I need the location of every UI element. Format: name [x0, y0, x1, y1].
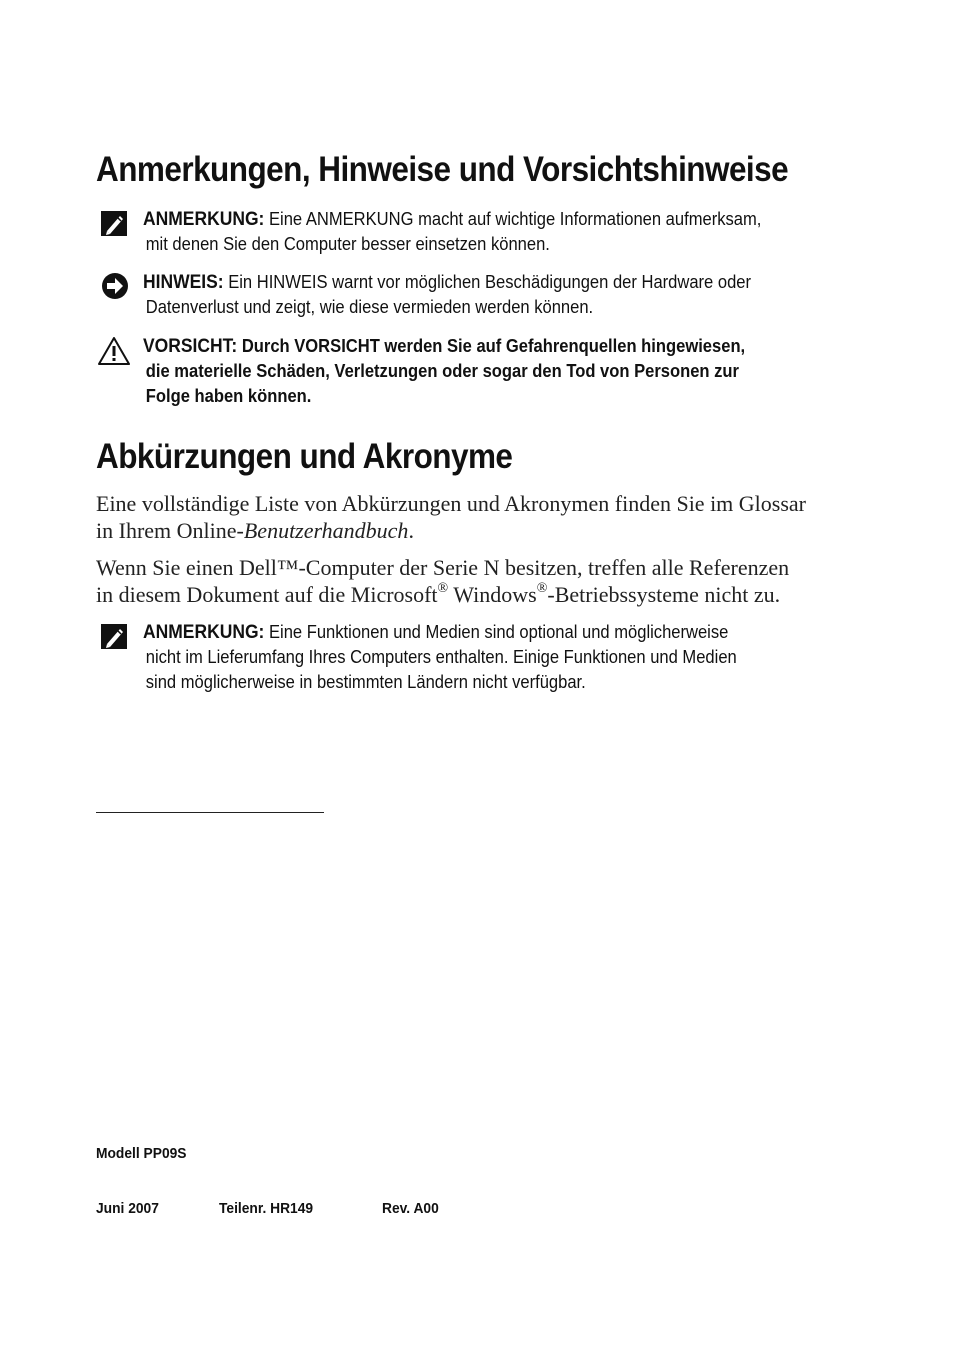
- footnote-divider: [96, 812, 324, 813]
- note-text: sind möglicherweise in bestimmten Ländern nicht verfügbar.: [145, 672, 586, 692]
- note-label: VORSICHT:: [143, 336, 238, 357]
- note-text: Eine ANMERKUNG macht auf wichtige Informationen aufmerksam,: [264, 209, 762, 229]
- pencil-note-icon: [98, 209, 130, 239]
- abbreviations-heading: Abkürzungen und Akronyme: [96, 437, 513, 476]
- arrow-circle-icon: [98, 272, 130, 302]
- glossary-paragraph: [96, 490, 856, 544]
- note-text: Datenverlust und zeigt, wie diese vermieden werden können.: [145, 297, 594, 317]
- note-text: Folge haben können.: [145, 386, 312, 406]
- note-hinweis: [96, 270, 836, 325]
- warning-triangle-icon: [98, 336, 130, 366]
- pencil-note-icon: [98, 622, 130, 652]
- manual-title: Benutzerhandbuch: [243, 518, 409, 543]
- paragraph-line: Eine vollständige Liste von Abkürzungen und Akronymen finden Sie im Glossar: [96, 491, 807, 516]
- note-text: mit denen Sie den Computer besser einsetzen können.: [145, 234, 550, 254]
- dell-n-series-paragraph: [96, 554, 856, 608]
- notes-heading: Anmerkungen, Hinweise und Vorsichtshinweise: [96, 150, 789, 189]
- paragraph-text: in Ihrem Online-: [96, 518, 244, 543]
- paragraph-text: .: [408, 518, 414, 543]
- note-anmerkung-features: [96, 620, 836, 700]
- note-label: HINWEIS:: [143, 272, 224, 293]
- paragraph-text: -Betriebssysteme nicht zu.: [547, 582, 781, 607]
- note-text: die materielle Schäden, Verletzungen oder sogar den Tod von Personen zur: [145, 361, 740, 381]
- model-number: Modell PP09S: [96, 1145, 187, 1162]
- note-text: Durch VORSICHT werden Sie auf Gefahrenquellen hingewiesen,: [237, 336, 746, 356]
- paragraph-line: [96, 517, 856, 544]
- note-text: nicht im Lieferumfang Ihres Computers enthalten. Einige Funktionen und Medien: [145, 647, 737, 667]
- note-text: Eine Funktionen und Medien sind optional und möglicherweise: [264, 622, 729, 642]
- note-label: ANMERKUNG:: [143, 622, 265, 643]
- note-anmerkung: [96, 207, 836, 262]
- registered-mark: ®: [437, 580, 449, 596]
- note-vorsicht: [96, 334, 836, 414]
- revision: Rev. A00: [382, 1200, 439, 1217]
- note-label: ANMERKUNG:: [143, 209, 265, 230]
- paragraph-text: in diesem Dokument auf die Microsoft: [96, 582, 438, 607]
- paragraph-line: Wenn Sie einen Dell™-Computer der Serie N besitzen, treffen alle Referenzen: [96, 555, 790, 580]
- part-number: Teilenr. HR149: [219, 1200, 314, 1217]
- paragraph-text: Windows: [448, 582, 537, 607]
- registered-mark: ®: [536, 580, 548, 596]
- note-text: Ein HINWEIS warnt vor möglichen Beschädigungen der Hardware oder: [223, 272, 752, 292]
- publication-date: Juni 2007: [96, 1200, 159, 1217]
- paragraph-line: [96, 581, 856, 608]
